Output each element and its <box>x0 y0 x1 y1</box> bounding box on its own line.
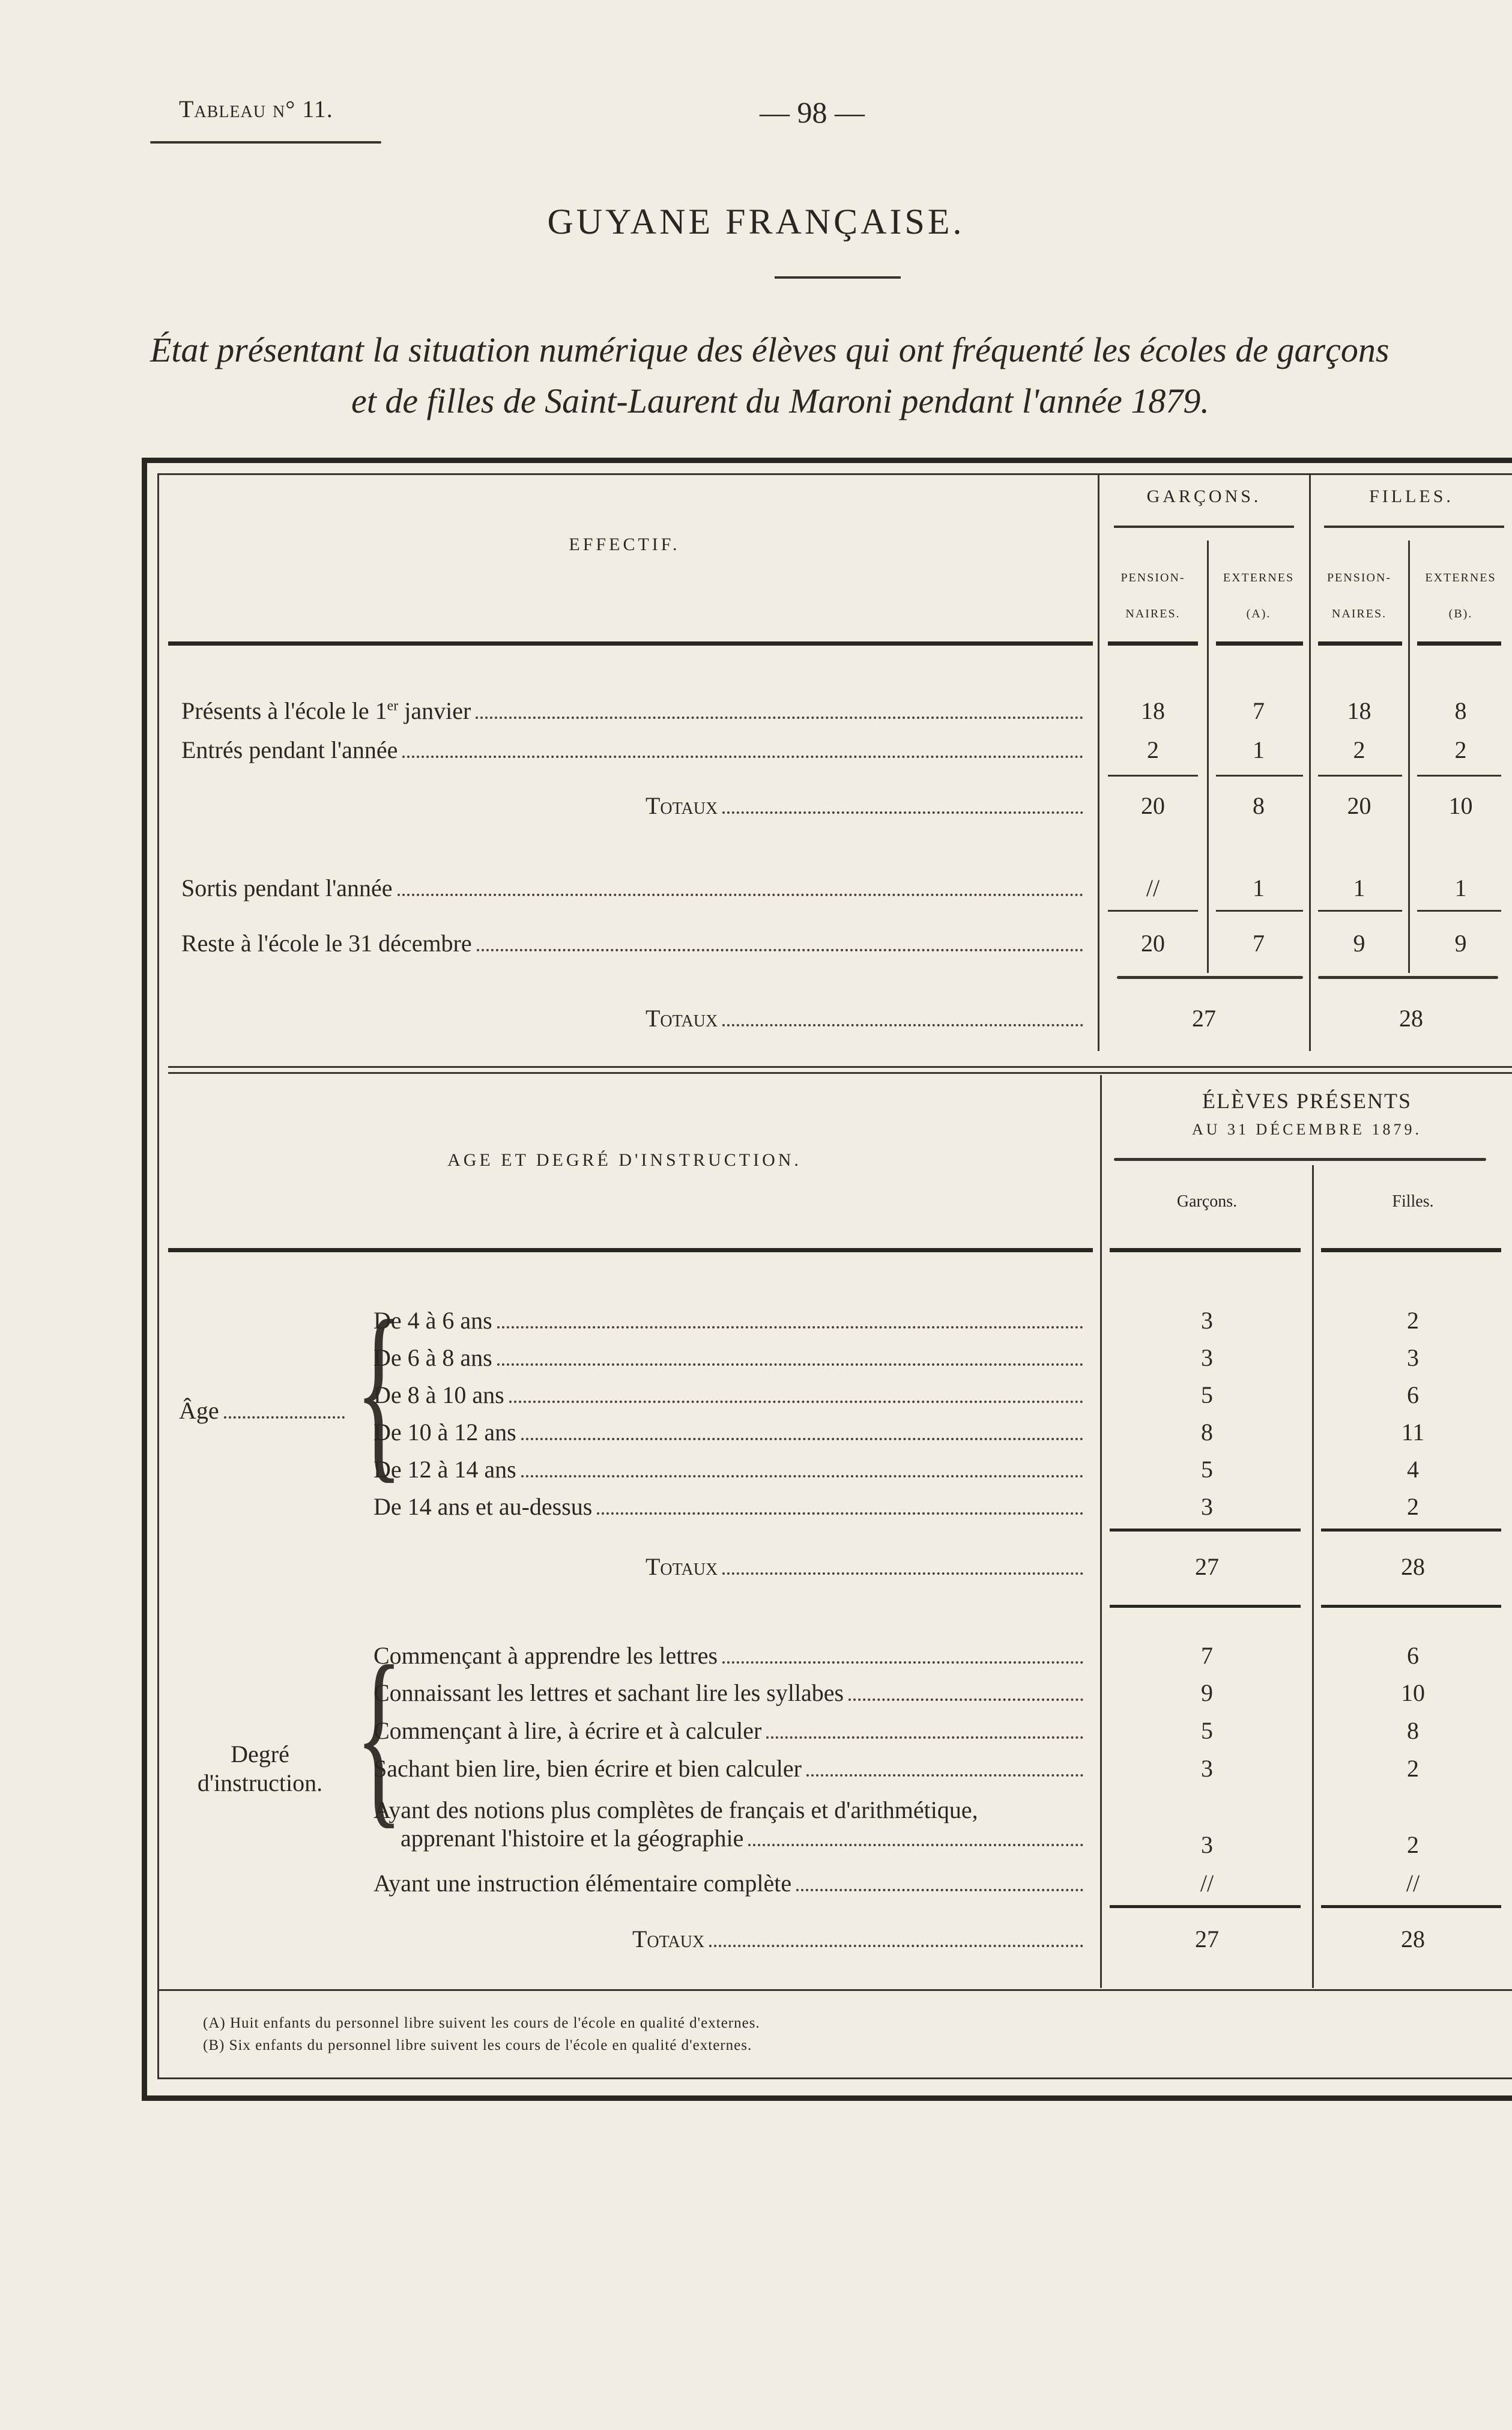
table-row <box>373 1492 1088 1521</box>
leader-dots <box>766 1716 1083 1739</box>
row-label: Commençant à apprendre les lettres <box>373 1642 718 1669</box>
cell-filles: 2 <box>1407 1755 1419 1782</box>
group-subheader-date: AU 31 DÉCEMBRE 1879. <box>1191 1121 1423 1138</box>
cell-value: 9 <box>1454 930 1467 957</box>
cell-filles: 4 <box>1407 1456 1419 1483</box>
table-row <box>373 1344 1088 1372</box>
header-rule <box>168 641 1093 646</box>
sum-rule <box>1108 775 1198 777</box>
cell-garcons: 3 <box>1201 1493 1213 1520</box>
total-garcons: 27 <box>1195 1926 1219 1953</box>
leader-dots <box>748 1824 1083 1846</box>
header-rule <box>1108 641 1198 646</box>
row-label: Présents à l'école le 1er janvier <box>181 697 471 724</box>
header-rule <box>1417 641 1501 646</box>
row-label: Sachant bien lire, bien écrire et bien calculer <box>373 1755 802 1782</box>
row-label: Totaux <box>632 1926 705 1953</box>
cell-value: 1 <box>1454 874 1467 901</box>
grand-total-garcons: 27 <box>1192 1005 1216 1032</box>
degree-label: Degré d'instruction. <box>197 1741 323 1796</box>
cell-garcons: 3 <box>1201 1307 1213 1334</box>
subcol-header: EXTERNES (A). <box>1223 571 1295 620</box>
page-number: — 98 — <box>760 95 865 129</box>
brace: { <box>355 1280 403 1500</box>
age-heading: AGE ET DEGRÉ D'INSTRUCTION. <box>447 1150 802 1170</box>
section-divider <box>168 1066 1512 1068</box>
row-label: Totaux <box>646 1005 718 1032</box>
row-label: De 10 à 12 ans <box>373 1419 516 1446</box>
cell-value: 20 <box>1141 792 1165 819</box>
sum-rule <box>1417 910 1501 912</box>
table-row <box>373 1796 1088 1852</box>
sum-rule <box>1321 1905 1501 1908</box>
cell-garcons: 3 <box>1201 1755 1213 1782</box>
sum-rule <box>1321 1529 1501 1532</box>
table-row <box>373 1679 1088 1707</box>
table-row <box>632 1925 1088 1953</box>
sum-rule <box>1108 910 1198 912</box>
header-rule <box>1216 641 1303 646</box>
table-row <box>373 1381 1088 1409</box>
footnote-a: (A) Huit enfants du personnel libre suivent les cours de l'école en qualité d'externes. <box>203 2015 760 2031</box>
table-row <box>373 1418 1088 1446</box>
sum-rule <box>1318 910 1402 912</box>
sum-rule <box>1110 1529 1301 1532</box>
col-header-filles: Filles. <box>1392 1192 1434 1211</box>
cell-garcons: 5 <box>1201 1381 1213 1408</box>
cell-value: 18 <box>1347 697 1371 724</box>
subtitle-line-1: État présentant la situation numérique des élèves qui ont fréquenté les écoles de garçons <box>150 330 1390 369</box>
row-label: De 14 ans et au-dessus <box>373 1493 593 1520</box>
table-row <box>373 1754 1088 1783</box>
sum-rule <box>1110 1605 1301 1608</box>
cell-garcons: 7 <box>1201 1642 1213 1669</box>
row-label: Reste à l'école le 31 décembre <box>181 930 472 957</box>
leader-dots <box>848 1679 1083 1701</box>
leader-dots <box>476 697 1083 719</box>
grand-total-filles: 28 <box>1399 1005 1423 1032</box>
row-label: Totaux <box>646 792 718 819</box>
col-header-garcons: Garçons. <box>1176 1192 1238 1211</box>
cell-value: 9 <box>1353 930 1365 957</box>
cell-value: 7 <box>1253 697 1265 724</box>
total-filles: 28 <box>1401 1553 1425 1580</box>
cell-filles: // <box>1406 1870 1420 1897</box>
cell-value: 1 <box>1253 736 1265 763</box>
leader-dots <box>796 1869 1083 1891</box>
cell-garcons: 9 <box>1201 1679 1213 1706</box>
leader-dots <box>402 736 1083 758</box>
cell-value: 10 <box>1448 792 1473 819</box>
subtitle-line-2: et de filles de Saint-Laurent du Maroni pendant l'année 1879. <box>351 381 1209 420</box>
leader-dots <box>722 792 1083 814</box>
footnote-b: (B) Six enfants du personnel libre suivent les cours de l'école en qualité d'externes. <box>203 2037 752 2053</box>
table-row <box>646 1004 1088 1032</box>
table-row <box>373 1455 1088 1483</box>
subcol-header: EXTERNES (B). <box>1425 571 1496 620</box>
cell-filles: 6 <box>1407 1642 1419 1669</box>
cell-filles: 11 <box>1401 1419 1425 1446</box>
cell-garcons: 8 <box>1201 1419 1213 1446</box>
age-label: Âge <box>179 1396 347 1425</box>
cell-value: 20 <box>1141 930 1165 957</box>
table-row <box>181 929 1088 957</box>
total-garcons: 27 <box>1195 1553 1219 1580</box>
cell-value: 2 <box>1147 736 1159 763</box>
group-rule <box>1114 526 1294 528</box>
row-label: Entrés pendant l'année <box>181 736 398 763</box>
table-row <box>646 1553 1088 1581</box>
row-label: De 4 à 6 ans <box>373 1307 492 1334</box>
row-label: Sortis pendant l'année <box>181 874 393 901</box>
leader-dots <box>497 1344 1083 1366</box>
table-label: Tableau n° 11. <box>179 95 333 123</box>
header-rule <box>168 1248 1093 1252</box>
subcol-header: PENSION- NAIRES. <box>1326 571 1392 620</box>
cell-value: 8 <box>1454 697 1467 724</box>
leader-dots <box>709 1925 1083 1947</box>
sum-rule <box>1216 775 1303 777</box>
leader-dots <box>509 1381 1083 1403</box>
leader-dots <box>398 874 1083 896</box>
row-label: Connaissant les lettres et sachant lire les syllabes <box>373 1679 844 1706</box>
table-row <box>373 1641 1088 1670</box>
bracket-rule <box>1117 976 1303 979</box>
table-row <box>181 736 1088 764</box>
group-rule <box>1324 526 1504 528</box>
leader-dots <box>597 1492 1083 1515</box>
row-label: De 12 à 14 ans <box>373 1456 516 1483</box>
leader-dots <box>806 1754 1083 1777</box>
cell-value: 20 <box>1347 792 1371 819</box>
table-row <box>373 1306 1088 1335</box>
header-rule <box>1321 1248 1501 1252</box>
cell-value: 2 <box>1353 736 1365 763</box>
sum-rule <box>1318 775 1402 777</box>
cell-filles: 6 <box>1407 1381 1419 1408</box>
row-label: Totaux <box>646 1553 718 1580</box>
sum-rule <box>1321 1605 1501 1608</box>
table-row <box>373 1716 1088 1745</box>
cell-value: 1 <box>1253 874 1265 901</box>
section-divider <box>157 1989 1512 1991</box>
leader-dots <box>497 1306 1083 1329</box>
cell-filles: 10 <box>1401 1679 1425 1706</box>
cell-value: 18 <box>1141 697 1165 724</box>
group-header-garcons: GARÇONS. <box>1146 486 1262 506</box>
cell-garcons: 5 <box>1201 1456 1213 1483</box>
leader-dots <box>477 929 1083 951</box>
section-divider <box>168 1072 1512 1074</box>
row-label: De 8 à 10 ans <box>373 1381 504 1408</box>
cell-garcons: 5 <box>1201 1717 1213 1744</box>
sum-rule <box>1216 910 1303 912</box>
leader-dots <box>722 1553 1083 1575</box>
group-header-filles: FILLES. <box>1369 486 1454 506</box>
table-row <box>373 1869 1088 1897</box>
effectif-heading: EFFECTIF. <box>569 535 680 554</box>
page-subtitle <box>150 324 1512 426</box>
cell-filles: 8 <box>1407 1717 1419 1744</box>
cell-value: 2 <box>1454 736 1467 763</box>
leader-dots <box>722 1004 1083 1026</box>
cell-value: 1 <box>1353 874 1365 901</box>
row-label-cont: apprenant l'histoire et la géographie <box>401 1825 744 1852</box>
row-label: Ayant une instruction élémentaire complète <box>373 1870 792 1897</box>
sum-rule <box>1110 1905 1301 1908</box>
table-row <box>181 697 1088 725</box>
leader-dots <box>521 1418 1083 1440</box>
cell-value: // <box>1146 874 1160 901</box>
leader-dots <box>521 1455 1083 1477</box>
header-rule <box>1110 1248 1301 1252</box>
cell-filles: 2 <box>1407 1493 1419 1520</box>
cell-value: 7 <box>1253 930 1265 957</box>
table-row <box>181 874 1088 902</box>
row-label: Commençant à lire, à écrire et à calculer <box>373 1717 762 1744</box>
cell-filles: 3 <box>1407 1344 1419 1371</box>
page-title: GUYANE FRANÇAISE. <box>547 202 965 241</box>
cell-filles: 2 <box>1407 1307 1419 1334</box>
title-rule <box>775 276 901 279</box>
sum-rule <box>1417 775 1501 777</box>
brace: { <box>355 1626 403 1845</box>
group-rule <box>1114 1158 1486 1161</box>
cell-garcons: // <box>1200 1870 1214 1897</box>
header-rule <box>150 141 381 144</box>
header-rule <box>1318 641 1402 646</box>
table-row <box>646 792 1088 820</box>
bracket-rule <box>1318 976 1498 979</box>
cell-filles: 2 <box>1407 1831 1419 1858</box>
cell-garcons: 3 <box>1201 1831 1213 1858</box>
row-label: Ayant des notions plus complètes de français et d'arithmétique, <box>373 1796 978 1823</box>
total-filles: 28 <box>1401 1926 1425 1953</box>
cell-garcons: 3 <box>1201 1344 1213 1371</box>
subcol-header: PENSION- NAIRES. <box>1120 571 1185 620</box>
leader-dots <box>722 1641 1083 1664</box>
cell-value: 8 <box>1253 792 1265 819</box>
group-header-eleves: ÉLÈVES PRÉSENTS <box>1202 1089 1412 1113</box>
row-label: De 6 à 8 ans <box>373 1344 492 1371</box>
